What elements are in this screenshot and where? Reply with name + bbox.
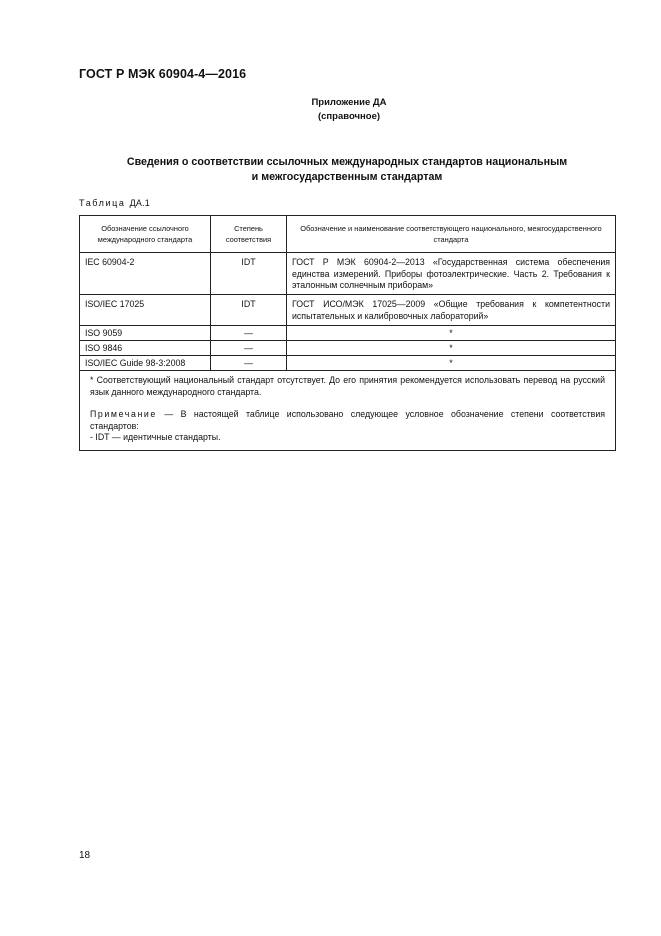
cell-designation: ISO 9059 bbox=[80, 326, 211, 341]
table-footnotes bbox=[80, 371, 616, 451]
annex-heading bbox=[0, 96, 661, 124]
table-row bbox=[80, 253, 616, 295]
cell-designation: IEC 60904-2 bbox=[80, 253, 211, 295]
note-item: - IDT — идентичные стандарты. bbox=[90, 432, 221, 442]
cell-designation: ISO/IEC 17025 bbox=[80, 295, 211, 326]
cell-degree: IDT bbox=[211, 253, 287, 295]
table-row bbox=[80, 295, 616, 326]
table-caption-word: Таблица bbox=[79, 198, 126, 208]
cell-designation: ISO 9846 bbox=[80, 341, 211, 356]
column-header-degree: Степень соответствия bbox=[211, 216, 287, 253]
cell-national-standard: * bbox=[287, 326, 616, 341]
note-body: — В настоящей таблице использовано следующее условное обозначение степени соответствия стандартов: bbox=[90, 409, 605, 431]
section-title bbox=[79, 155, 615, 185]
note-label: Примечание bbox=[90, 409, 157, 419]
table-row bbox=[80, 356, 616, 371]
cell-degree: — bbox=[211, 341, 287, 356]
footnote-text: * Соответствующий национальный стандарт отсутствует. До его принятия рекомендуется использовать перевод на русский язык данного международного стандарта. bbox=[90, 375, 605, 397]
table-row bbox=[80, 341, 616, 356]
page-number: 18 bbox=[79, 850, 91, 861]
table-row bbox=[80, 326, 616, 341]
cell-degree: — bbox=[211, 326, 287, 341]
section-title-line-1: Сведения о соответствии ссылочных международных стандартов национальным bbox=[126, 156, 568, 168]
note-text bbox=[90, 409, 605, 432]
cell-degree: IDT bbox=[211, 295, 287, 326]
cell-degree: — bbox=[211, 356, 287, 371]
column-header-designation: Обозначение ссылочного международного стандарта bbox=[80, 216, 211, 253]
cell-national-standard: * bbox=[287, 341, 616, 356]
cell-national-standard: * bbox=[287, 356, 616, 371]
annex-title: Приложение ДА bbox=[311, 97, 387, 108]
cell-designation: ISO/IEC Guide 98-3:2008 bbox=[80, 356, 211, 371]
standards-correspondence-table bbox=[79, 215, 616, 451]
cell-national-standard: ГОСТ Р МЭК 60904-2—2013 «Государственная система обеспечения единства измерений. Приборы фотоэлектрические. Часть 2. Требования к эталонным солнечным приборам» bbox=[287, 253, 616, 295]
table-header-row bbox=[80, 216, 616, 253]
document-code-header: ГОСТ Р МЭК 60904-4—2016 bbox=[79, 67, 247, 81]
table-footer-row bbox=[80, 371, 616, 451]
cell-national-standard: ГОСТ ИСО/МЭК 17025—2009 «Общие требования к компетентности испытательных и калибровочных лабораторий» bbox=[287, 295, 616, 326]
section-title-line-2: и межгосударственным стандартам bbox=[251, 171, 443, 183]
annex-subtitle: (справочное) bbox=[317, 111, 381, 122]
table-caption bbox=[79, 198, 150, 208]
column-header-national-standard: Обозначение и наименование соответствующего национального, межгосударственного стандарта bbox=[287, 216, 616, 253]
table-caption-number: ДА.1 bbox=[129, 198, 151, 208]
